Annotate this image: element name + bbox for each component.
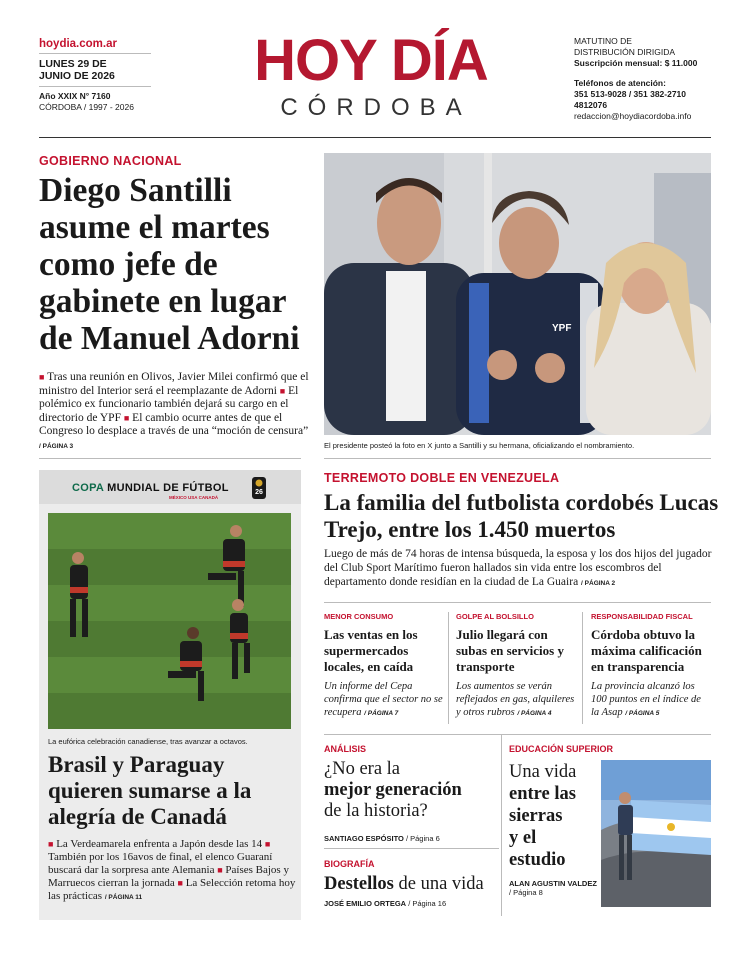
page-ref: / PÁGINA 7 — [364, 710, 399, 717]
world-cup-photo-caption: La eufórica celebración canadiense, tras avanzar a octavos. — [48, 737, 248, 746]
story-headline[interactable]: Las ventas en los supermercados locales, en caída — [324, 627, 418, 674]
page-ref: / PÁGINA 2 — [581, 580, 616, 587]
world-cup-header — [39, 470, 301, 504]
venezuela-headline[interactable]: La familia del futbolista cordobés Lucas Trejo, entre los 1.450 muertos — [324, 490, 719, 542]
divider — [39, 458, 301, 459]
edition-info: Año XXIX N° 7160 CÓRDOBA / 1997 - 2026 — [39, 91, 134, 112]
bullet-square-icon: ■ — [217, 865, 223, 875]
bio-headline[interactable]: Destellos de una vida JOSÉ EMILIO ORTEGA / Página 16 — [324, 874, 484, 908]
venezuela-kicker: TERREMOTO DOBLE EN VENEZUELA — [324, 471, 560, 485]
subscription-price: Suscripción mensual: $ 11.000 — [574, 58, 698, 68]
masthead-left — [39, 38, 151, 113]
story-bolsillo — [456, 612, 576, 720]
bio-kicker: BIOGRAFÍA — [324, 859, 375, 869]
world-cup-title: COPA MUNDIAL DE FÚTBOL — [72, 482, 229, 494]
analysis-author: SANTIAGO ESPÓSITO / Página 6 — [324, 834, 440, 843]
analysis-headline[interactable]: ¿No era la mejor generación de la historia? SANTIAGO ESPÓSITO / Página 6 — [324, 759, 499, 849]
world-cup-hosts: MÉXICO USA CANADÁ — [169, 495, 219, 500]
lead-photo[interactable] — [324, 153, 711, 435]
education-photo[interactable] — [601, 760, 711, 907]
logo-sub: CÓRDOBA — [280, 94, 472, 121]
trophy-icon — [251, 477, 267, 499]
bullet-square-icon: ■ — [48, 839, 54, 849]
divider — [324, 734, 711, 735]
site-url[interactable]: hoydia.com.ar — [39, 38, 151, 54]
story-consumo — [324, 612, 444, 720]
column-divider — [501, 734, 502, 916]
world-cup-headline[interactable]: Brasil y Paraguay quieren sumarse a la alegría de Canadá — [48, 752, 252, 829]
page-ref: / PÁGINA 4 — [517, 710, 552, 717]
education-author: ALAN AGUSTIN VALDEZ / Página 8 — [509, 879, 597, 897]
bullet-square-icon: ■ — [279, 385, 286, 396]
lead-headline[interactable]: Diego Santilli asume el martes como jefe de gabinete en lugar de Manuel Adorni — [39, 172, 300, 357]
story-kicker: GOLPE AL BOLSILLO — [456, 612, 534, 621]
lead-photo-illustration — [324, 153, 711, 435]
world-cup-box — [39, 470, 301, 920]
story-headline[interactable]: Córdoba obtuvo la máxima calificación en transparencia — [591, 627, 702, 674]
svg-text:26: 26 — [255, 489, 263, 496]
bullet-square-icon: ■ — [264, 839, 271, 849]
page-ref: / PÁGINA 11 — [104, 894, 143, 901]
masthead-divider — [39, 137, 711, 138]
education-photo-illustration — [601, 760, 711, 907]
bullet-square-icon: ■ — [123, 412, 130, 423]
story-summary: Un informe del Cepa confirma que el sector no se recupera / PÁGINA 7 — [324, 681, 443, 718]
story-kicker: MENOR CONSUMO — [324, 612, 394, 621]
column-divider — [448, 612, 449, 724]
page-ref: / PÁGINA 5 — [625, 710, 660, 717]
bio-author: JOSÉ EMILIO ORTEGA / Página 16 — [324, 899, 447, 908]
page-ref: / PÁGINA 3 — [39, 442, 74, 450]
divider — [324, 848, 499, 849]
venezuela-summary: Luego de más de 74 horas de intensa búsqueda, la esposa y los dos hijos del jugador del Club Sport Marítimo fueron hallados sin vida entre los escombros del departamento donde residían en la ciudad de La Guaira / PÁGINA 2 — [324, 548, 712, 588]
ypf-badge: YPF — [552, 323, 572, 334]
column-divider — [582, 612, 583, 724]
phone-numbers: 351 513-9028 / 351 382-2710 — [574, 89, 687, 99]
bullet-square-icon: ■ — [39, 372, 45, 382]
issue-date: LUNES 29 DE JUNIO DE 2026 — [39, 58, 151, 87]
education-headline[interactable]: Una vida entre las sierras y el estudio — [509, 762, 577, 870]
analysis-kicker: ANÁLISIS — [324, 744, 367, 754]
lead-photo-caption: El presidente posteó la foto en X junto a Santilli y su hermana, oficializando el nombramiento. — [324, 441, 635, 450]
world-cup-photo[interactable] — [48, 513, 291, 729]
story-summary: Los aumentos se verán reflejados en gas, alquileres y otros rubros / PÁGINA 4 — [456, 681, 575, 718]
lead-kicker: GOBIERNO NACIONAL — [39, 154, 182, 168]
masthead-right: MATUTINO DE DISTRIBUCIÓN DIRIGIDA Suscripción mensual: $ 11.000 Teléfonos de atención: 351 513-9028 / 351 382-2710 4812076 redaccion@hoydiacordoba.info — [574, 36, 724, 122]
lead-summary: ■ Tras una reunión en Olivos, Javier Milei confirmó que el ministro del Interior será el reemplazante de Adorni ■ El polémico ex funcionario también dejará su cargo en el directorio de YPF ■ El cambio ocurre antes de que el Congreso lo desplace a través de una “moción de censura” / PÁGINA 3 — [39, 371, 309, 450]
logo-main: HOY DÍA — [254, 28, 488, 93]
divider — [324, 602, 711, 603]
newspaper-logo — [226, 30, 516, 122]
story-summary: La provincia alcanzó los 100 puntos en el índice de la Asap / PÁGINA 5 — [591, 681, 701, 718]
story-headline[interactable]: Julio llegará con subas en servicios y transporte — [456, 627, 564, 674]
contact-email[interactable]: redaccion@hoydiacordoba.info — [574, 111, 692, 121]
story-fiscal — [591, 612, 711, 720]
bullet-square-icon: ■ — [177, 878, 183, 888]
education-kicker: EDUCACIÓN SUPERIOR — [509, 744, 614, 754]
story-kicker: RESPONSABILIDAD FISCAL — [591, 612, 693, 621]
world-cup-photo-illustration — [48, 513, 291, 729]
divider — [324, 458, 711, 459]
world-cup-summary: ■ La Verdeamarela enfrenta a Japón desde las 14 ■ También por los 16avos de final, el elenco Guaraní buscará dar la sorpresa ante Alemania ■ Países Bajos y Marruecos cierran la jornada ■ La Selección retoma hoy las prácticas / PÁGINA 11 — [48, 838, 296, 902]
